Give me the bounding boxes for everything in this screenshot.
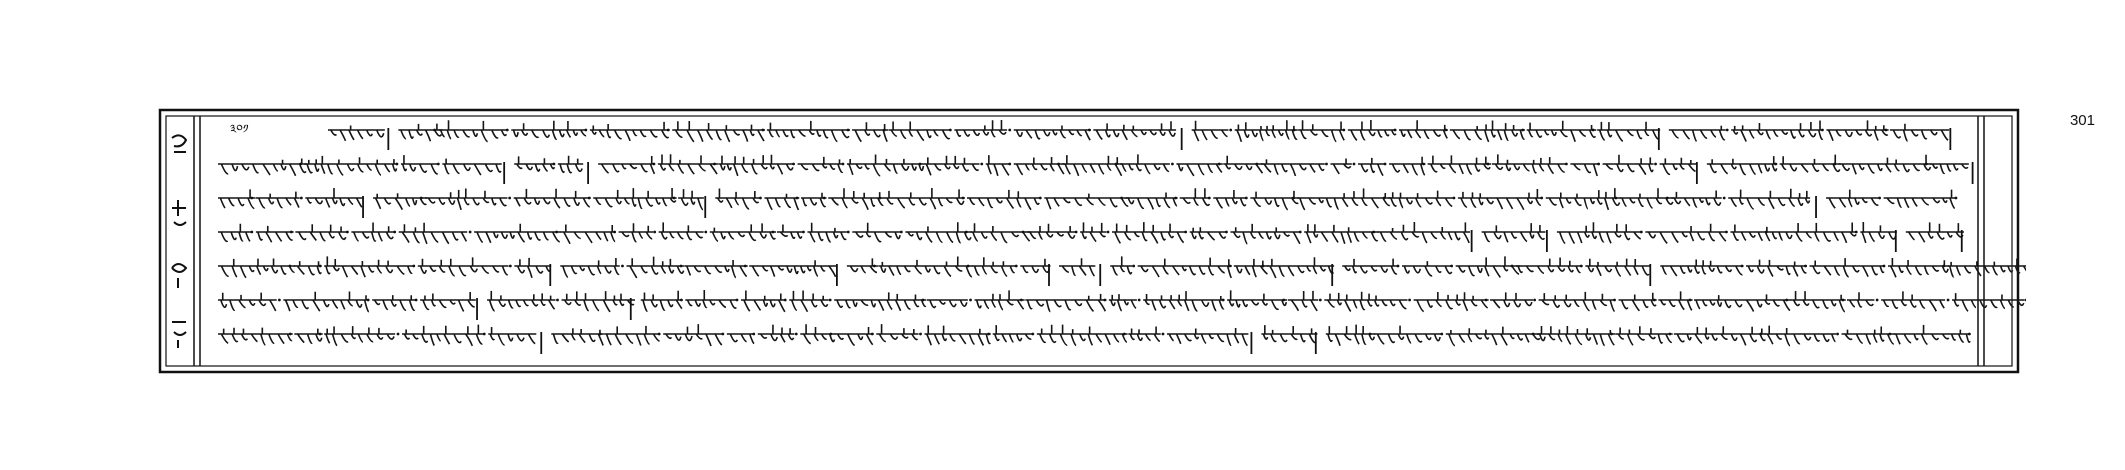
script-line-6 <box>218 290 2026 320</box>
margin-mark-1 <box>172 135 186 152</box>
script-line-1 <box>328 120 1950 150</box>
script-line-3 <box>218 188 1957 218</box>
page-number: 301 <box>2069 112 2095 129</box>
script-line-4 <box>218 222 1964 252</box>
margin-mark-4 <box>172 322 186 348</box>
folio-number: ༣༠༡ <box>230 122 249 136</box>
script-line-2 <box>218 154 1973 184</box>
folio-frame <box>158 108 2026 378</box>
margin-mark-2 <box>172 200 186 225</box>
script-rows <box>218 120 2026 354</box>
margin-mark-3 <box>172 264 186 288</box>
script-line-7 <box>218 324 1971 354</box>
manuscript-folio <box>158 108 2026 378</box>
script-line-5 <box>218 256 2026 286</box>
